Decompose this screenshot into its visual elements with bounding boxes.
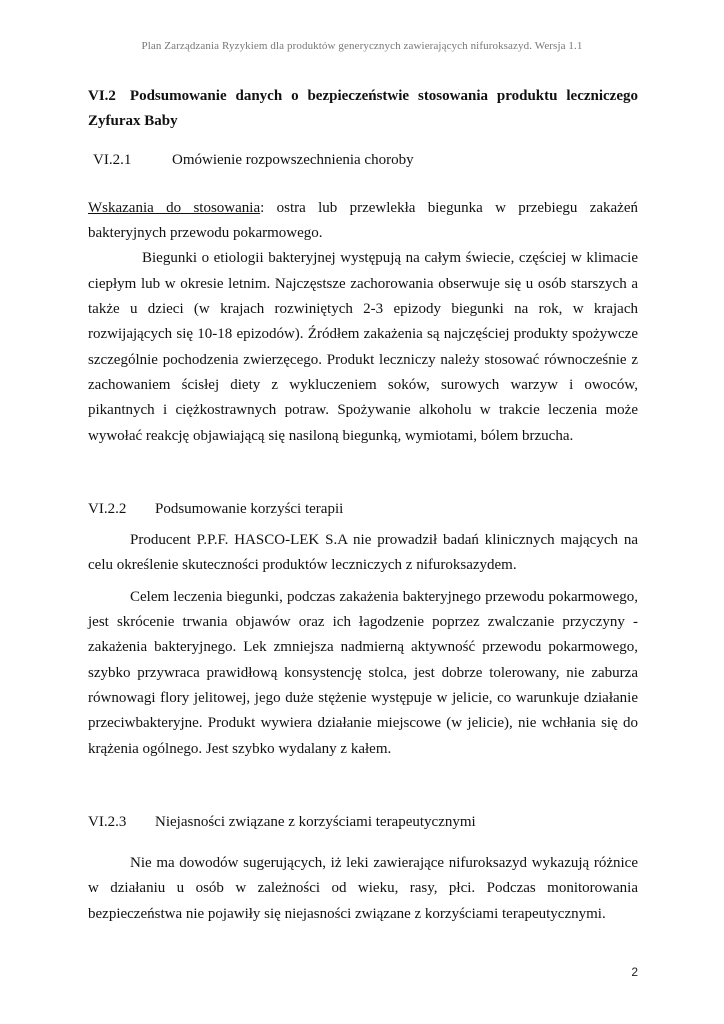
section-heading <box>88 84 638 135</box>
benefits-paragraph-2: Celem leczenia biegunki, podczas zakażenia bakteryjnego przewodu pokarmowego, jest skrócenie trwania objawów oraz ich łagodzenie poprzez zwalczanie przyczyny - zakażenia bakteryjnego. Lek zmniejsza nadmierną aktywność przewodu pokarmowego, szybko przywraca prawidłową konsystencję stolca, jest dobrze tolerowany, nie zaburza równowagi flory jelitowej, jego duże stężenie występuje w jelicie, co warunkuje działanie przeciwbakteryjne. Produkt wywiera działanie miejscowe (w jelicie), nie wchłania się do krążenia ogólnego. Jest szybko wydalany z kałem. <box>88 588 638 757</box>
page-header: Plan Zarządzania Ryzykiem dla produktów generycznych zawierających nifuroksazyd. Wersja 1.1 <box>141 40 583 52</box>
section-title: Podsumowanie danych o bezpieczeństwie stosowania produktu leczniczego Zyfurax Baby <box>88 88 638 130</box>
section-number: VI.2 <box>88 88 116 104</box>
indications-paragraph <box>88 196 638 247</box>
document-body <box>88 84 638 927</box>
subsection-number: VI.2.3 <box>88 813 127 830</box>
subsection-title: Omówienie rozpowszechnienia choroby <box>172 151 414 168</box>
subsection-title: Niejasności związane z korzyściami terapeutycznymi <box>155 813 476 830</box>
subsection-number: VI.2.2 <box>88 500 127 517</box>
page-number: 2 <box>631 965 638 979</box>
indications-text: : ostra lub przewlekła biegunka w przebiegu zakażeń bakteryjnych przewodu pokarmowego. <box>88 199 638 242</box>
subsection-number: VI.2.1 <box>93 151 132 168</box>
epidemiology-paragraph: Biegunki o etiologii bakteryjnej występują na całym świecie, częściej w klimacie ciepłym lub w okresie letnim. Najczęstsze zachorowania obserwuje się u osób starszych a także u dzieci (w krajach rozwiniętych 2-3 epizody biegunki na rok, w krajach rozwijających się 10-18 epizodów). Źródłem zakażenia są najczęściej produkty spożywcze szczególnie pochodzenia zwierzęcego. Produkt leczniczy należy stosować równocześnie z zachowaniem ścisłej diety z wykluczeniem soków, surowych warzyw i owoców, pikantnych i ciężkostrawnych potraw. Spożywanie alkoholu w trakcie leczenia może wywołać reakcję objawiającą się nasiloną biegunką, wymiotami, bólem brzucha. <box>88 250 638 444</box>
subsection-heading-1 <box>88 148 638 173</box>
subsection-title: Podsumowanie korzyści terapii <box>155 500 344 517</box>
subsection-heading-3 <box>88 810 638 835</box>
subsection-heading-2 <box>88 497 638 522</box>
benefits-paragraph-1: Producent P.P.F. HASCO-LEK S.A nie prowadził badań klinicznych mających na celu określenie skuteczności produktów leczniczych z nifuroksazydem. <box>88 532 638 574</box>
indications-label: Wskazania do stosowania <box>88 199 261 216</box>
uncertainties-paragraph: Nie ma dowodów sugerujących, iż leki zawierające nifuroksazyd wykazują różnice w działaniu u osób w zależności od wieku, rasy, płci. Podczas monitorowania bezpieczeństwa nie pojawiły się niejasności związane z korzyściami terapeutycznymi. <box>88 855 638 922</box>
